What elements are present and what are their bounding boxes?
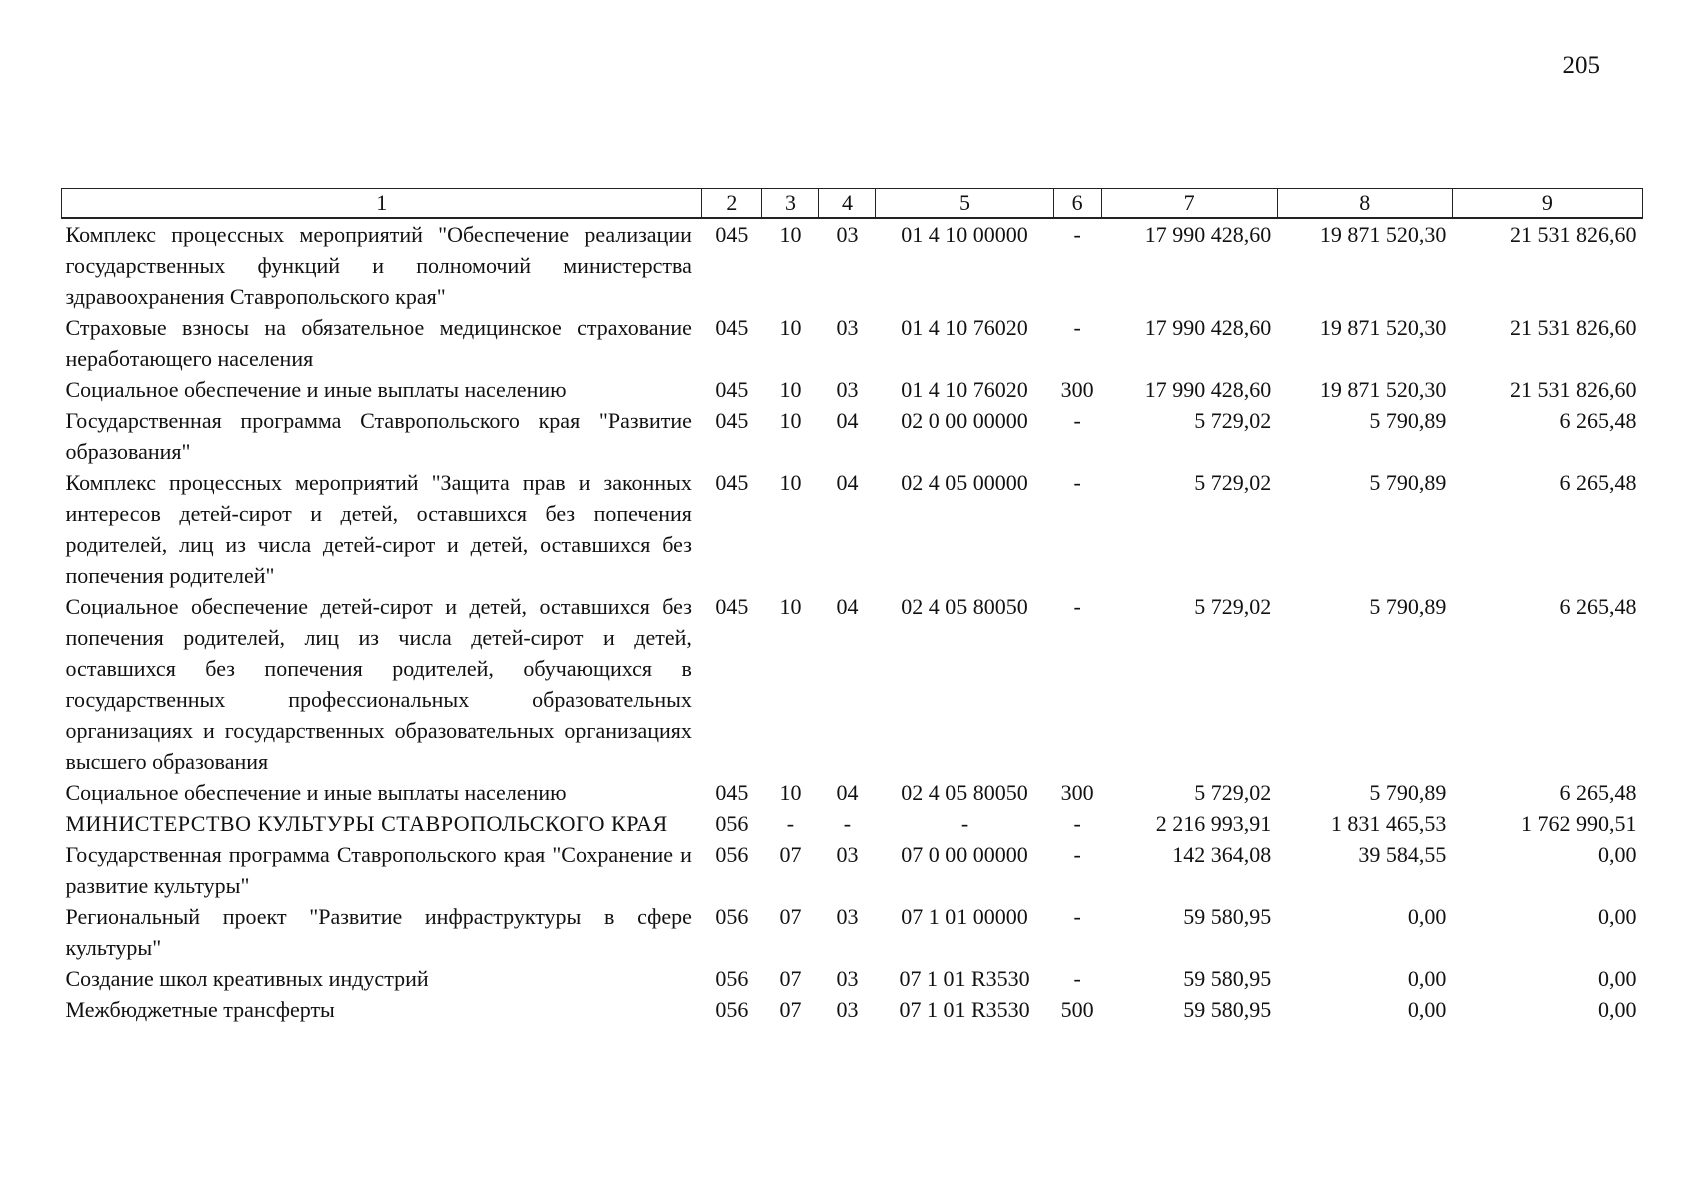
cell-expense-type: 500 (1060, 997, 1094, 1022)
table-row (62, 467, 1643, 591)
cell-section: 10 (779, 408, 802, 433)
cell-section: 10 (779, 780, 802, 805)
cell-target-article: 07 0 00 00000 (901, 842, 1028, 867)
table-row (62, 591, 1643, 777)
cell-amount-1: 5 729,02 (1194, 408, 1272, 433)
cell-subsection: 03 (836, 377, 859, 402)
cell-ministry-code: 045 (715, 222, 749, 247)
cell-target-article: 07 1 01 R3530 (899, 997, 1030, 1022)
cell-expense-type: - (1073, 408, 1081, 433)
table-header (62, 189, 1643, 219)
column-header: 7 (1101, 189, 1277, 219)
row-name: Межбюджетные трансферты (65, 997, 335, 1022)
cell-section: 10 (779, 315, 802, 340)
table-row (62, 777, 1643, 808)
cell-subsection: 04 (836, 470, 859, 495)
table-row (62, 839, 1643, 901)
cell-section: 10 (779, 377, 802, 402)
cell-amount-3: 21 531 826,60 (1510, 222, 1637, 247)
cell-amount-1: 17 990 428,60 (1144, 315, 1272, 340)
column-header: 2 (702, 189, 762, 219)
column-header: 4 (819, 189, 876, 219)
cell-target-article: - (960, 811, 969, 836)
cell-amount-1: 142 364,08 (1172, 842, 1272, 867)
cell-target-article: 02 0 00 00000 (901, 408, 1028, 433)
row-name: Социальное обеспечение и иные выплаты населению (65, 377, 567, 402)
cell-expense-type: - (1073, 594, 1081, 619)
cell-target-article: 01 4 10 00000 (901, 222, 1028, 247)
cell-amount-2: 5 790,89 (1369, 594, 1447, 619)
cell-amount-3: 0,00 (1598, 966, 1637, 991)
row-name: Социальное обеспечение детей-сирот и детей, оставшихся без попечения родителей, лиц из числа детей-сирот и детей, оставшихся без попечения родителей, обучающихся в государственных профессиональных образовательных организациях и государственных образовательных организациях высшего образования (65, 594, 692, 774)
cell-amount-2: 1 831 465,53 (1330, 811, 1447, 836)
cell-ministry-code: 056 (715, 997, 749, 1022)
budget-table (61, 188, 1643, 1025)
column-header: 1 (62, 189, 702, 219)
cell-amount-2: 0,00 (1407, 966, 1447, 991)
cell-target-article: 02 4 05 80050 (901, 594, 1028, 619)
row-name: Региональный проект "Развитие инфраструктуры в сфере культуры" (65, 904, 692, 960)
cell-target-article: 01 4 10 76020 (901, 315, 1028, 340)
table-row (62, 994, 1643, 1025)
cell-amount-1: 59 580,95 (1183, 904, 1272, 929)
cell-target-article: 07 1 01 00000 (901, 904, 1028, 929)
cell-expense-type: - (1073, 966, 1081, 991)
row-name: Создание школ креативных индустрий (65, 966, 429, 991)
cell-amount-1: 2 216 993,91 (1155, 811, 1272, 836)
cell-subsection: 03 (836, 904, 859, 929)
cell-expense-type: - (1073, 842, 1081, 867)
cell-ministry-code: 045 (715, 377, 749, 402)
cell-section: 07 (779, 842, 802, 867)
table-row (62, 963, 1643, 994)
row-name: Страховые взносы на обязательное медицинское страхование неработающего населения (65, 315, 692, 371)
cell-amount-1: 59 580,95 (1183, 966, 1272, 991)
table-row (62, 374, 1643, 405)
cell-section: 07 (779, 904, 802, 929)
table-row (62, 901, 1643, 963)
row-name: Государственная программа Ставропольского края "Сохранение и развитие культуры" (65, 842, 692, 898)
cell-subsection: 04 (836, 408, 859, 433)
cell-amount-3: 1 762 990,51 (1521, 811, 1637, 836)
column-header: 6 (1053, 189, 1101, 219)
cell-section: 10 (779, 594, 802, 619)
cell-section: 07 (779, 997, 802, 1022)
cell-amount-1: 17 990 428,60 (1144, 377, 1272, 402)
table-body (62, 218, 1643, 1025)
cell-target-article: 02 4 05 80050 (901, 780, 1028, 805)
cell-ministry-code: 045 (715, 408, 749, 433)
cell-subsection: 03 (836, 966, 859, 991)
cell-expense-type: - (1073, 811, 1081, 836)
cell-amount-2: 0,00 (1407, 997, 1447, 1022)
column-header: 3 (762, 189, 819, 219)
cell-subsection: 03 (836, 315, 859, 340)
cell-amount-3: 6 265,48 (1559, 594, 1637, 619)
page-number: 205 (1562, 52, 1600, 79)
cell-amount-3: 0,00 (1598, 997, 1637, 1022)
cell-section: 10 (779, 470, 802, 495)
cell-expense-type: 300 (1060, 377, 1094, 402)
cell-subsection: 04 (836, 780, 859, 805)
cell-section: 07 (779, 966, 802, 991)
cell-subsection: - (843, 811, 852, 836)
cell-subsection: 04 (836, 594, 859, 619)
cell-amount-2: 19 871 520,30 (1319, 315, 1447, 340)
cell-ministry-code: 045 (715, 470, 749, 495)
cell-ministry-code: 056 (715, 966, 749, 991)
cell-subsection: 03 (836, 997, 859, 1022)
column-header: 8 (1277, 189, 1452, 219)
cell-target-article: 02 4 05 00000 (901, 470, 1028, 495)
cell-ministry-code: 045 (715, 780, 749, 805)
cell-amount-2: 5 790,89 (1369, 470, 1447, 495)
row-name: Социальное обеспечение и иные выплаты населению (65, 780, 567, 805)
cell-section: - (786, 811, 795, 836)
cell-amount-1: 17 990 428,60 (1144, 222, 1272, 247)
cell-amount-3: 6 265,48 (1559, 470, 1637, 495)
cell-amount-2: 19 871 520,30 (1319, 222, 1447, 247)
cell-amount-3: 21 531 826,60 (1510, 315, 1637, 340)
cell-amount-2: 5 790,89 (1369, 780, 1447, 805)
header-row (62, 189, 1643, 219)
cell-expense-type: - (1073, 315, 1081, 340)
table-row (62, 218, 1643, 312)
cell-ministry-code: 045 (715, 594, 749, 619)
cell-expense-type: - (1073, 904, 1081, 929)
cell-amount-1: 5 729,02 (1194, 470, 1272, 495)
cell-amount-2: 39 584,55 (1358, 842, 1447, 867)
cell-ministry-code: 045 (715, 315, 749, 340)
cell-amount-2: 19 871 520,30 (1319, 377, 1447, 402)
cell-amount-3: 0,00 (1598, 842, 1637, 867)
cell-expense-type: - (1073, 470, 1081, 495)
cell-amount-1: 5 729,02 (1194, 594, 1272, 619)
row-name: Комплекс процессных мероприятий "Обеспечение реализации государственных функций и полномочий министерства здравоохранения Ставропольского края" (65, 222, 692, 309)
cell-ministry-code: 056 (715, 842, 749, 867)
cell-target-article: 07 1 01 R3530 (899, 966, 1030, 991)
cell-section: 10 (779, 222, 802, 247)
cell-amount-2: 5 790,89 (1369, 408, 1447, 433)
row-name: МИНИСТЕРСТВО КУЛЬТУРЫ СТАВРОПОЛЬСКОГО КРАЯ (65, 811, 668, 836)
row-name: Комплекс процессных мероприятий "Защита прав и законных интересов детей-сирот и детей, оставшихся без попечения родителей, лиц из числа детей-сирот и детей, оставшихся без попечения родителей" (65, 470, 692, 588)
cell-amount-3: 21 531 826,60 (1510, 377, 1637, 402)
cell-subsection: 03 (836, 222, 859, 247)
cell-amount-3: 6 265,48 (1559, 780, 1637, 805)
cell-expense-type: 300 (1060, 780, 1094, 805)
column-header: 5 (876, 189, 1053, 219)
cell-expense-type: - (1073, 222, 1081, 247)
column-header: 9 (1452, 189, 1642, 219)
cell-ministry-code: 056 (715, 904, 749, 929)
table-row (62, 312, 1643, 374)
cell-amount-2: 0,00 (1407, 904, 1447, 929)
cell-amount-3: 0,00 (1598, 904, 1637, 929)
cell-amount-3: 6 265,48 (1559, 408, 1637, 433)
cell-ministry-code: 056 (715, 811, 749, 836)
table-row (62, 808, 1643, 839)
row-name: Государственная программа Ставропольского края "Развитие образования" (65, 408, 692, 464)
table-row (62, 405, 1643, 467)
cell-subsection: 03 (836, 842, 859, 867)
cell-amount-1: 5 729,02 (1194, 780, 1272, 805)
cell-target-article: 01 4 10 76020 (901, 377, 1028, 402)
cell-amount-1: 59 580,95 (1183, 997, 1272, 1022)
